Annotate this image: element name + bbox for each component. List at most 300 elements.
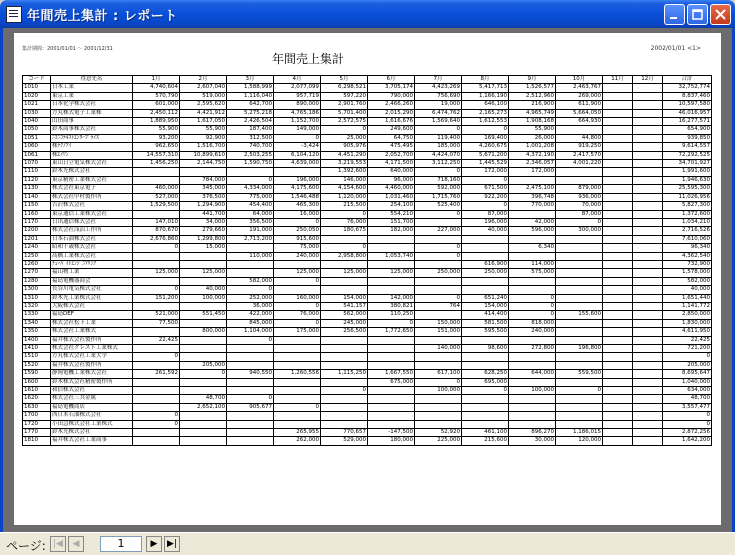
amount-cell xyxy=(415,412,462,420)
amount-cell: 154,000 xyxy=(462,302,509,310)
amount-cell xyxy=(509,176,556,184)
amount-cell: 64,000 xyxy=(227,210,274,218)
customer-name: 長谷川電気株式会社 xyxy=(51,286,133,294)
amount-cell: 245,000 xyxy=(321,319,368,327)
amount-cell xyxy=(415,420,462,428)
amount-cell: 905,976 xyxy=(321,143,368,151)
amount-cell: 1,120,000 xyxy=(321,193,368,201)
amount-cell: 279,660 xyxy=(180,227,227,235)
customer-name: 高橋工業株式会社 xyxy=(51,252,133,260)
amount-cell xyxy=(633,429,663,437)
amount-cell: 4,001,220 xyxy=(556,160,603,168)
amount-cell xyxy=(633,84,663,92)
prev-page-button[interactable]: ◀ xyxy=(68,536,84,552)
amount-cell xyxy=(633,176,663,184)
amount-cell: 2,716,526 xyxy=(663,227,712,235)
customer-code: 1130 xyxy=(23,185,51,193)
maximize-icon xyxy=(692,9,703,20)
amount-cell: 147,010 xyxy=(133,218,180,226)
amount-cell: 77,500 xyxy=(133,319,180,327)
amount-cell: 2,475,100 xyxy=(509,185,556,193)
customer-name: 日本工業 xyxy=(51,84,133,92)
first-page-button[interactable]: |◀ xyxy=(50,536,66,552)
amount-cell xyxy=(180,345,227,353)
amount-cell: 180,000 xyxy=(368,437,415,445)
amount-cell: 460,000 xyxy=(133,185,180,193)
amount-cell: 396,748 xyxy=(509,193,556,201)
amount-cell: 119,400 xyxy=(415,134,462,142)
customer-code: 1610 xyxy=(23,387,51,395)
amount-cell xyxy=(603,311,633,319)
amount-cell xyxy=(633,302,663,310)
table-header-row xyxy=(23,76,712,84)
amount-cell: 1,578,000 xyxy=(663,269,712,277)
column-header: 5月 xyxy=(321,76,368,84)
customer-code: 1240 xyxy=(23,244,51,252)
amount-cell: 646,100 xyxy=(462,101,509,109)
amount-cell: 6,340 xyxy=(509,244,556,252)
customer-code: 1600 xyxy=(23,378,51,386)
amount-cell xyxy=(633,420,663,428)
amount-cell xyxy=(633,387,663,395)
column-header: 得意先名 xyxy=(51,76,133,84)
amount-cell xyxy=(603,353,633,361)
amount-cell xyxy=(603,403,633,411)
amount-cell: 0 xyxy=(321,210,368,218)
amount-cell xyxy=(633,412,663,420)
customer-code: 1700 xyxy=(23,412,51,420)
customer-name: 福井株式会社製作所 xyxy=(51,336,133,344)
amount-cell xyxy=(603,101,633,109)
amount-cell: 250,050 xyxy=(274,227,321,235)
amount-cell: 879,000 xyxy=(556,185,603,193)
amount-cell xyxy=(633,353,663,361)
amount-cell xyxy=(633,370,663,378)
amount-cell: 2,503,255 xyxy=(227,151,274,159)
amount-cell xyxy=(368,387,415,395)
amount-cell: 11,026,956 xyxy=(663,193,712,201)
amount-cell: 2,958,800 xyxy=(321,252,368,260)
amount-cell: 541,157 xyxy=(321,302,368,310)
table-row xyxy=(23,235,712,243)
amount-cell: 25,595,300 xyxy=(663,185,712,193)
customer-code: 1050 xyxy=(23,126,51,134)
amount-cell: 414,400 xyxy=(462,311,509,319)
amount-cell xyxy=(133,437,180,445)
amount-cell: 1,588,999 xyxy=(227,84,274,92)
amount-cell: 5,664,050 xyxy=(556,109,603,117)
amount-cell xyxy=(180,319,227,327)
amount-cell: 25,000 xyxy=(321,134,368,142)
amount-cell xyxy=(633,134,663,142)
amount-cell: 4,372,190 xyxy=(509,151,556,159)
amount-cell: 110,000 xyxy=(227,252,274,260)
amount-cell xyxy=(180,353,227,361)
column-header: 6月 xyxy=(368,76,415,84)
table-row xyxy=(23,176,712,184)
customer-code: 1810 xyxy=(23,437,51,445)
amount-cell: 940,550 xyxy=(227,370,274,378)
amount-cell xyxy=(509,395,556,403)
customer-name: 東京通信工業株式会社 xyxy=(51,210,133,218)
amount-cell xyxy=(415,218,462,226)
amount-cell xyxy=(603,277,633,285)
amount-cell: 0 xyxy=(274,319,321,327)
amount-cell: 4,639,000 xyxy=(274,160,321,168)
amount-cell: 252,000 xyxy=(227,294,274,302)
amount-cell: 345,000 xyxy=(180,185,227,193)
table-row xyxy=(23,101,712,109)
amount-cell xyxy=(133,260,180,268)
amount-cell: 1,546,488 xyxy=(274,193,321,201)
amount-cell: 6,298,521 xyxy=(321,84,368,92)
amount-cell xyxy=(368,361,415,369)
amount-cell: 1,516,700 xyxy=(180,143,227,151)
amount-cell xyxy=(180,168,227,176)
customer-name: 静岡電機工業株式会社 xyxy=(51,370,133,378)
customer-code: 1410 xyxy=(23,345,51,353)
amount-cell: 125,000 xyxy=(180,269,227,277)
amount-cell: 0 xyxy=(509,311,556,319)
amount-cell: 764 xyxy=(415,302,462,310)
customer-name: 鈴木光工業株式会社 xyxy=(51,294,133,302)
customer-name: 株式会社松下工業 xyxy=(51,319,133,327)
amount-cell: 1,889,950 xyxy=(133,118,180,126)
close-button[interactable] xyxy=(710,4,731,25)
customer-code: 1310 xyxy=(23,294,51,302)
amount-cell: 0 xyxy=(556,218,603,226)
amount-cell xyxy=(603,235,633,243)
amount-cell xyxy=(633,345,663,353)
table-row xyxy=(23,361,712,369)
amount-cell xyxy=(415,403,462,411)
amount-cell: -3,424 xyxy=(274,143,321,151)
table-row xyxy=(23,336,712,344)
customer-name: 株式会社浅沼工作所 xyxy=(51,227,133,235)
table-row xyxy=(23,277,712,285)
amount-cell: 890,000 xyxy=(274,101,321,109)
amount-cell: 4,451,290 xyxy=(321,151,368,159)
amount-cell: 185,000 xyxy=(415,143,462,151)
customer-name: 福島電機商店 xyxy=(51,403,133,411)
customer-name: 東京工業 xyxy=(51,92,133,100)
table-row xyxy=(23,160,712,168)
amount-cell xyxy=(603,143,633,151)
amount-cell xyxy=(415,235,462,243)
amount-cell: 740,700 xyxy=(227,143,274,151)
customer-name: 株式会社三共金属 xyxy=(51,395,133,403)
amount-cell xyxy=(556,412,603,420)
amount-cell: 845,000 xyxy=(227,319,274,327)
amount-cell: 1,667,550 xyxy=(368,370,415,378)
amount-cell: 4,740,604 xyxy=(133,84,180,92)
amount-cell: 96,340 xyxy=(663,244,712,252)
amount-cell xyxy=(180,260,227,268)
amount-cell: 140,000 xyxy=(415,345,462,353)
amount-cell: 44,800 xyxy=(556,134,603,142)
amount-cell xyxy=(368,277,415,285)
amount-cell xyxy=(556,319,603,327)
amount-cell: 644,000 xyxy=(509,370,556,378)
amount-cell: 0 xyxy=(133,244,180,252)
window-title: 年間売上集計 : レポート xyxy=(27,9,178,24)
amount-cell xyxy=(227,269,274,277)
column-header: 4月 xyxy=(274,76,321,84)
table-row xyxy=(23,218,712,226)
amount-cell xyxy=(603,134,633,142)
amount-cell: 664,930 xyxy=(556,118,603,126)
amount-cell xyxy=(274,378,321,386)
customer-name: 昭和千歳株式会社 xyxy=(51,244,133,252)
amount-cell: 575,000 xyxy=(509,269,556,277)
customer-code: 1300 xyxy=(23,286,51,294)
amount-cell xyxy=(133,176,180,184)
amount-cell: 7,610,060 xyxy=(663,235,712,243)
amount-cell xyxy=(321,361,368,369)
amount-cell xyxy=(603,429,633,437)
amount-cell xyxy=(227,345,274,353)
column-header: 3月 xyxy=(227,76,274,84)
amount-cell xyxy=(633,403,663,411)
amount-cell: 2,077,099 xyxy=(274,84,321,92)
amount-cell: 957,719 xyxy=(274,92,321,100)
customer-name: 福島電機器商会 xyxy=(51,277,133,285)
amount-cell: 125,000 xyxy=(133,269,180,277)
amount-cell: 582,000 xyxy=(663,277,712,285)
amount-cell: 570,790 xyxy=(133,92,180,100)
amount-cell xyxy=(368,286,415,294)
amount-cell: 525,400 xyxy=(415,202,462,210)
customer-name: 山田商事 xyxy=(51,118,133,126)
amount-cell xyxy=(180,277,227,285)
amount-cell: 1,946,630 xyxy=(663,176,712,184)
amount-cell xyxy=(556,277,603,285)
amount-cell xyxy=(133,403,180,411)
table-row xyxy=(23,244,712,252)
amount-cell: 770,657 xyxy=(321,429,368,437)
amount-cell xyxy=(633,395,663,403)
table-row xyxy=(23,168,712,176)
amount-cell xyxy=(509,361,556,369)
amount-cell: 0 xyxy=(180,370,227,378)
amount-cell: 48,700 xyxy=(180,395,227,403)
amount-cell xyxy=(133,328,180,336)
amount-cell: 529,000 xyxy=(321,437,368,445)
amount-cell xyxy=(556,336,603,344)
customer-name: 日出通信株式会社 xyxy=(51,218,133,226)
amount-cell xyxy=(633,143,663,151)
amount-cell: 14,557,310 xyxy=(133,151,180,159)
amount-cell: 172,000 xyxy=(462,168,509,176)
amount-cell xyxy=(556,328,603,336)
amount-cell xyxy=(509,412,556,420)
amount-cell: -147,500 xyxy=(368,429,415,437)
amount-cell: 770,000 xyxy=(509,202,556,210)
amount-cell: 519,000 xyxy=(180,92,227,100)
amount-cell xyxy=(633,185,663,193)
amount-cell xyxy=(633,202,663,210)
amount-cell: 2,015,290 xyxy=(368,109,415,117)
amount-cell: 4,154,600 xyxy=(321,185,368,193)
customer-code: 1140 xyxy=(23,193,51,201)
amount-cell: 1,616,676 xyxy=(368,118,415,126)
amount-cell: 642,700 xyxy=(227,101,274,109)
customer-code: 1160 xyxy=(23,210,51,218)
next-page-button[interactable]: ▶ xyxy=(146,536,162,552)
amount-cell: 196,000 xyxy=(274,176,321,184)
amount-cell xyxy=(368,412,415,420)
amount-cell xyxy=(603,345,633,353)
amount-cell: 16,000 xyxy=(274,210,321,218)
amount-cell: 718,160 xyxy=(415,176,462,184)
amount-cell: 1,642,200 xyxy=(663,437,712,445)
amount-cell: 1,040,000 xyxy=(663,378,712,386)
amount-cell: 422,000 xyxy=(227,311,274,319)
amount-cell xyxy=(368,420,415,428)
amount-cell: 0 xyxy=(274,134,321,142)
amount-cell: 1,001,208 xyxy=(509,143,556,151)
amount-cell: 611,900 xyxy=(556,101,603,109)
amount-cell xyxy=(415,311,462,319)
amount-cell xyxy=(603,176,633,184)
amount-cell xyxy=(321,403,368,411)
amount-cell: 2,426,504 xyxy=(227,118,274,126)
column-header: 1月 xyxy=(133,76,180,84)
customer-code: 1040 xyxy=(23,118,51,126)
amount-cell: 475,495 xyxy=(368,143,415,151)
amount-cell: 250,000 xyxy=(415,269,462,277)
amount-cell: 0 xyxy=(133,420,180,428)
amount-cell xyxy=(368,260,415,268)
amount-cell xyxy=(368,336,415,344)
table-row xyxy=(23,319,712,327)
page-label: ページ: xyxy=(6,539,46,553)
amount-cell: 175,000 xyxy=(274,328,321,336)
amount-cell xyxy=(603,210,633,218)
amount-cell xyxy=(180,437,227,445)
amount-cell xyxy=(321,277,368,285)
customer-name: 鈴木光株式会社 xyxy=(51,429,133,437)
amount-cell: 527,000 xyxy=(133,193,180,201)
amount-cell: 1,141,772 xyxy=(663,302,712,310)
amount-cell xyxy=(368,235,415,243)
amount-cell: 671,500 xyxy=(462,185,509,193)
amount-cell xyxy=(133,345,180,353)
amount-cell xyxy=(603,84,633,92)
amount-cell: 205,000 xyxy=(180,361,227,369)
amount-cell: 19,000 xyxy=(415,101,462,109)
amount-cell: 922,200 xyxy=(462,193,509,201)
amount-cell: 732,900 xyxy=(663,260,712,268)
column-header: 7月 xyxy=(415,76,462,84)
amount-cell: 2,901,760 xyxy=(321,101,368,109)
amount-cell xyxy=(321,336,368,344)
amount-cell: 42,000 xyxy=(509,218,556,226)
amount-cell: 2,595,620 xyxy=(180,101,227,109)
amount-cell xyxy=(556,260,603,268)
amount-cell xyxy=(556,252,603,260)
amount-cell xyxy=(415,361,462,369)
amount-cell: 2,466,260 xyxy=(368,101,415,109)
amount-cell: 30,000 xyxy=(509,437,556,445)
amount-cell xyxy=(462,420,509,428)
amount-cell: 110,250 xyxy=(368,311,415,319)
amount-cell: 870,670 xyxy=(133,227,180,235)
page-number-input[interactable]: 1 xyxy=(100,536,142,552)
amount-cell: 249,600 xyxy=(368,126,415,134)
last-page-button[interactable]: ▶| xyxy=(164,536,180,552)
amount-cell: 1,830,000 xyxy=(663,319,712,327)
customer-code: 1520 xyxy=(23,361,51,369)
amount-cell xyxy=(180,378,227,386)
amount-cell: 2,144,750 xyxy=(180,160,227,168)
navigation-bar xyxy=(0,532,735,555)
amount-cell: 34,701,927 xyxy=(663,160,712,168)
amount-cell: 775,000 xyxy=(227,193,274,201)
table-row xyxy=(23,109,712,117)
amount-cell xyxy=(603,252,633,260)
table-row xyxy=(23,92,712,100)
amount-cell: 254,100 xyxy=(368,202,415,210)
amount-cell xyxy=(633,437,663,445)
amount-cell xyxy=(462,277,509,285)
amount-cell: 896,270 xyxy=(509,429,556,437)
amount-cell: 2,450,112 xyxy=(133,109,180,117)
customer-name: 東山日立電気株式会社 xyxy=(51,160,133,168)
amount-cell xyxy=(321,286,368,294)
amount-cell xyxy=(274,168,321,176)
amount-cell xyxy=(274,420,321,428)
amount-cell xyxy=(321,345,368,353)
customer-name: 方丸株式電子工業株 xyxy=(51,109,133,117)
amount-cell xyxy=(274,412,321,420)
amount-cell: 0 xyxy=(274,218,321,226)
amount-cell: 5,275,218 xyxy=(227,109,274,117)
amount-cell: 2,512,960 xyxy=(509,92,556,100)
amount-cell: 2,713,200 xyxy=(227,235,274,243)
customer-code: 1720 xyxy=(23,420,51,428)
amount-cell: 1,034,210 xyxy=(663,218,712,226)
amount-cell: 640,000 xyxy=(368,168,415,176)
amount-cell xyxy=(227,437,274,445)
column-header: 合計 xyxy=(663,76,712,84)
amount-cell xyxy=(133,252,180,260)
amount-cell xyxy=(603,437,633,445)
customer-name: 株式会社工業株式 xyxy=(51,328,133,336)
amount-cell: 1,526,577 xyxy=(509,84,556,92)
amount-cell xyxy=(321,420,368,428)
amount-cell: 551,450 xyxy=(180,311,227,319)
amount-cell: 3,112,250 xyxy=(415,160,462,168)
amount-cell xyxy=(133,210,180,218)
amount-cell xyxy=(227,260,274,268)
amount-cell xyxy=(603,151,633,159)
amount-cell: 0 xyxy=(415,378,462,386)
maximize-button[interactable] xyxy=(687,4,708,25)
amount-cell: 1,115,250 xyxy=(321,370,368,378)
amount-cell xyxy=(603,286,633,294)
amount-cell xyxy=(633,109,663,117)
customer-code: 1110 xyxy=(23,168,51,176)
amount-cell: 1,617,050 xyxy=(180,118,227,126)
amount-cell: 10,899,610 xyxy=(180,151,227,159)
amount-cell xyxy=(603,370,633,378)
amount-cell: 441,700 xyxy=(180,210,227,218)
period-label: 集計期間：2001/01/01 ～ 2001/12/31 xyxy=(22,46,113,52)
amount-cell: 22,425 xyxy=(133,336,180,344)
amount-cell: 0 xyxy=(462,202,509,210)
minimize-button[interactable] xyxy=(664,4,685,25)
